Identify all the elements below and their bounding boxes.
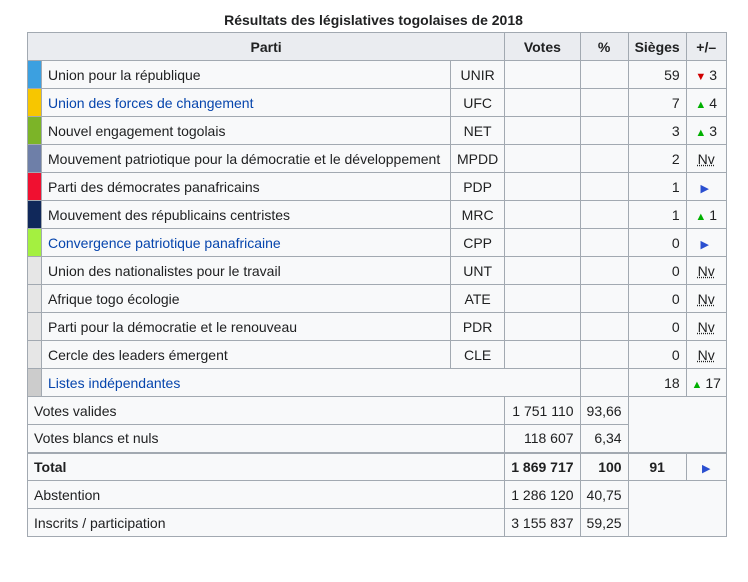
party-name-text: Union pour la république [48,66,201,83]
party-row [28,257,727,285]
new-party-abbr[interactable]: Nv [697,346,715,363]
party-name [42,313,451,341]
header-sieges[interactable]: Sièges [628,33,686,61]
party-seats: 0 [628,313,686,341]
change-value: 3 [709,66,718,83]
party-row [28,201,727,229]
party-color-swatch [28,313,42,341]
footer-label: Inscrits / participation [28,509,505,537]
summary-votes: 118 607 [505,425,580,453]
summary-empty [628,397,726,453]
party-pct [580,61,628,89]
arrow-up-icon: ▲ [695,126,707,139]
party-seats: 7 [628,89,686,117]
party-abbr: CPP [451,229,505,257]
party-abbr: UNT [451,257,505,285]
party-name-text: Mouvement des républicains centristes [48,206,291,223]
header-diff[interactable]: +/– [686,33,726,61]
summary-votes: 1 751 110 [505,397,580,425]
party-votes [505,117,580,145]
party-votes [505,229,580,257]
arrow-right-icon: ▶ [700,182,709,195]
party-name [42,61,451,89]
new-party-abbr[interactable]: Nv [697,318,715,335]
party-seats: 59 [628,61,686,89]
party-name [42,201,451,229]
party-color-swatch [28,341,42,369]
party-color-swatch [28,285,42,313]
party-seats: 0 [628,229,686,257]
party-votes [505,313,580,341]
party-pct [580,117,628,145]
arrow-up-icon: ▲ [695,210,707,223]
footer-row [28,509,727,537]
summary-row [28,397,727,425]
party-change [686,285,726,313]
summary-pct: 93,66 [580,397,628,425]
party-votes [505,341,580,369]
party-color-swatch [28,145,42,173]
party-abbr: PDP [451,173,505,201]
table-caption: Résultats des législatives togolaises de 2018 [224,12,523,28]
header-votes[interactable]: Votes [505,33,580,61]
independents-link[interactable]: Listes indépendantes [48,374,181,391]
footer-pct: 59,25 [580,509,628,537]
party-color-swatch [28,369,42,397]
party-seats: 0 [628,285,686,313]
party-name[interactable] [42,89,451,117]
party-color-swatch [28,173,42,201]
party-seats: 3 [628,117,686,145]
footer-label: Abstention [28,481,505,509]
party-abbr: MPDD [451,145,505,173]
party-change [686,313,726,341]
party-change [686,117,726,145]
party-color-swatch [28,117,42,145]
change-value: 17 [705,374,721,391]
party-pct [580,89,628,117]
party-change [686,341,726,369]
party-name [42,341,451,369]
party-color-swatch [28,229,42,257]
footer-empty [628,481,726,537]
party-color-swatch [28,61,42,89]
party-pct [580,229,628,257]
change-value: 3 [709,122,718,139]
total-votes: 1 869 717 [505,453,580,481]
header-parti[interactable]: Parti [28,33,505,61]
party-row [28,117,727,145]
party-pct [580,173,628,201]
total-change [686,453,726,481]
arrow-right-icon: ▶ [701,462,711,475]
party-abbr: CLE [451,341,505,369]
summary-label: Votes blancs et nuls [28,425,505,453]
party-change [686,145,726,173]
party-votes [505,257,580,285]
party-change [686,257,726,285]
party-color-swatch [28,89,42,117]
party-row [28,285,727,313]
party-name-text: Cercle des leaders émergent [48,346,228,363]
arrow-up-icon: ▲ [695,98,707,111]
new-party-abbr[interactable]: Nv [697,290,715,307]
party-row [28,145,727,173]
party-name [42,145,451,173]
party-seats: 1 [628,173,686,201]
party-name [42,257,451,285]
party-abbr: NET [451,117,505,145]
party-change [686,61,726,89]
party-votes [505,201,580,229]
party-name-text: Parti pour la démocratie et le renouveau [48,318,298,335]
party-votes [505,145,580,173]
total-seats: 91 [628,453,686,481]
party-name-text: Nouvel engagement togolais [48,122,226,139]
party-name [42,173,451,201]
party-color-swatch [28,201,42,229]
party-pct [580,257,628,285]
party-change [686,173,726,201]
party-change [686,229,726,257]
party-pct [580,145,628,173]
party-seats: 2 [628,145,686,173]
party-row [28,341,727,369]
total-label: Total [28,453,505,481]
party-row [28,89,727,117]
party-votes [505,285,580,313]
footer-votes: 3 155 837 [505,509,580,537]
party-pct [580,341,628,369]
party-row [28,229,727,257]
summary-pct: 6,34 [580,425,628,453]
party-name [42,117,451,145]
footer-pct: 40,75 [580,481,628,509]
change-value: 1 [709,206,718,223]
party-name-text[interactable]: Union des forces de changement [48,94,254,111]
party-abbr: UFC [451,89,505,117]
party-abbr: ATE [451,285,505,313]
party-abbr: PDR [451,313,505,341]
party-pct [580,201,628,229]
new-party-abbr[interactable]: Nv [697,262,715,279]
party-name-text: Union des nationalistes pour le travail [48,262,281,279]
party-name-text: Afrique togo écologie [48,290,180,307]
summary-row [28,425,727,453]
party-change [686,201,726,229]
independents-change [686,369,726,397]
party-seats: 1 [628,201,686,229]
party-abbr: UNIR [451,61,505,89]
party-row [28,61,727,89]
party-name-text[interactable]: Convergence patriotique panafricaine [48,234,281,251]
header-row [28,33,727,61]
party-abbr: MRC [451,201,505,229]
independents-pct [580,369,628,397]
new-party-abbr[interactable]: Nv [697,150,715,167]
party-name-text: Parti des démocrates panafricains [48,178,260,195]
results-table [27,32,727,537]
arrow-down-icon: ▼ [695,70,707,83]
footer-votes: 1 286 120 [505,481,580,509]
party-name [42,285,451,313]
footer-row [28,481,727,509]
header-pct[interactable]: % [580,33,628,61]
independents-seats: 18 [628,369,686,397]
party-row [28,313,727,341]
party-seats: 0 [628,341,686,369]
party-change [686,89,726,117]
independents-name[interactable] [42,369,581,397]
party-name-text: Mouvement patriotique pour la démocratie et le développement [48,150,441,167]
party-seats: 0 [628,257,686,285]
summary-label: Votes valides [28,397,505,425]
total-pct: 100 [580,453,628,481]
party-votes [505,89,580,117]
party-pct [580,285,628,313]
total-row [28,453,727,481]
party-votes [505,173,580,201]
party-row [28,173,727,201]
arrow-right-icon: ▶ [700,238,709,251]
party-pct [580,313,628,341]
arrow-up-icon: ▲ [691,378,703,391]
party-color-swatch [28,257,42,285]
party-votes [505,61,580,89]
independents-row [28,369,727,397]
party-name[interactable] [42,229,451,257]
change-value: 4 [709,94,718,111]
